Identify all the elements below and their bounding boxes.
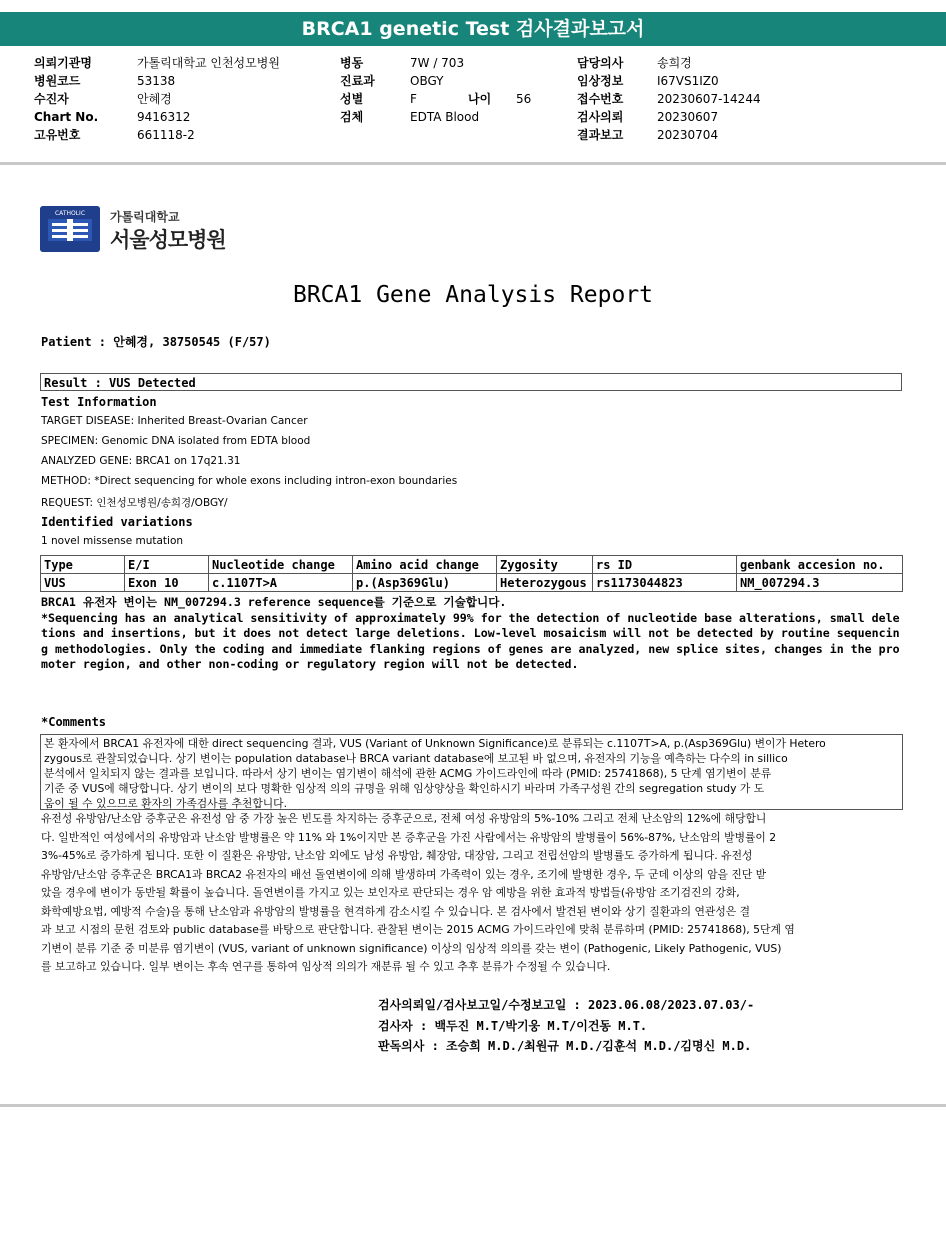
table-header-cell: Nucleotide change	[209, 556, 353, 574]
header-field: 수진자 안혜경	[34, 92, 172, 106]
specimen: SPECIMEN: Genomic DNA isolated from EDTA blood	[41, 435, 311, 447]
svg-text:CATHOLIC: CATHOLIC	[54, 210, 86, 217]
header-field: 고유번호 661118-2	[34, 128, 195, 142]
header-field: 접수번호 20230607-14244	[577, 92, 761, 106]
identified-summary: 1 novel missense mutation	[41, 535, 184, 547]
sensitivity-line: moter region, and other non-coding or regulatory region will not be detected.	[41, 657, 579, 671]
age-label: 나이	[468, 92, 492, 106]
header-col-2	[340, 54, 531, 126]
table-cell: Heterozygous	[497, 574, 593, 592]
table-header-cell: E/I	[125, 556, 209, 574]
readers: 판독의사 : 조승희 M.D./최원규 M.D./김훈석 M.D./김명신 M.D.	[378, 1039, 752, 1053]
footer-divider	[0, 1104, 946, 1107]
header-field: 결과보고 20230704	[577, 128, 719, 142]
header-col-3	[577, 54, 761, 144]
variants-table	[40, 555, 903, 592]
testers: 검사자 : 백두진 M.T/박기웅 M.T/이건동 M.T.	[378, 1019, 648, 1033]
sensitivity-line: g methodologies. Only the coding and immediate flanking regions of genes are analyzed, new splice sites, changes in the pro	[41, 641, 900, 656]
table-header-cell: Amino acid change	[353, 556, 497, 574]
header-field: 병동 7W / 703	[340, 56, 465, 70]
reference-note: BRCA1 유전자 변이는 NM_007294.3 reference sequence를 기준으로 기술합니다.	[41, 595, 507, 609]
hospital-logo	[40, 206, 240, 254]
header-field: 검체 EDTA Blood	[340, 110, 480, 124]
org-name-line1: 가톨릭대학교	[110, 210, 180, 224]
catholic-emblem-icon	[40, 206, 100, 252]
table-header-cell: genbank accesion no.	[737, 556, 903, 574]
comment-line: 움이 될 수 있으므로 환자의 가족검사를 추천합니다.	[44, 797, 288, 810]
analyzed-gene: ANALYZED GENE: BRCA1 on 17q21.31	[41, 455, 241, 467]
comment-line: 기준 중 VUS에 해당합니다. 상기 변이의 보다 명확한 임상적 의의 규명을 위해 임상양상을 확인하시기 바라며 가족구성원 간의 segregation study 가 도	[44, 782, 765, 795]
comment-line: 본 환자에서 BRCA1 유전자에 대한 direct sequencing 결과, VUS (Variant of Unknown Significance)로 분류되는 c.1107T>A, p.(Asp369Glu) 변이가 Hetero	[44, 737, 826, 750]
comment-body-line: 기변이 분류 기준 중 미분류 염기변이 (VUS, variant of unknown significance) 이상의 임상적 의의를 갖는 변이 (Pathogenic, Likely Pathogenic, VUS)	[41, 941, 782, 955]
comment-body-line: 유전성 유방암/난소암 증후군은 유전성 암 중 가장 높은 빈도를 차지하는 증후군으로, 전체 여성 유방암의 5%-10% 그리고 전체 난소암의 12%에 해당합니	[41, 812, 767, 825]
sensitivity-line: tions and insertions, but it does not detect large deletions. Low-level mosaicism will not be detected by routine sequencin	[41, 626, 900, 640]
table-header-cell: Type	[41, 556, 125, 574]
table-cell: VUS	[41, 574, 125, 592]
identified-title: Identified variations	[41, 515, 193, 529]
header-divider	[0, 162, 946, 165]
comments-title: *Comments	[41, 715, 107, 729]
table-header-cell: rs ID	[593, 556, 737, 574]
method-notes	[41, 595, 907, 673]
header-field: 임상정보 I67VS1IZ0	[577, 74, 719, 88]
comment-body-line: 다. 일반적인 여성에서의 유방암과 난소암 발병률은 약 11% 와 1%이지만 본 증후군을 가진 사람에서는 유방암의 발병률이 56%-87%, 난소암의 발병률이 2	[41, 830, 777, 844]
comment-body-line: 를 보고하고 있습니다. 일부 변이는 후속 연구를 통하여 임상적 의의가 재분류 될 수 있고 추후 분류가 수정될 수 있습니다.	[41, 960, 611, 973]
test-info-title: Test Information	[41, 395, 157, 409]
report-title-bar	[0, 12, 946, 46]
comment-body-line: 유방암/난소암 증후군은 BRCA1과 BRCA2 유전자의 배선 돌연변이에 의해 발생하며 가족력이 있는 경우, 조기에 발병한 경우, 두 군데 이상의 암을 진단 받	[41, 867, 767, 881]
report-header-title: BRCA1 genetic Test 검사결과보고서	[301, 18, 645, 40]
table-cell: rs1173044823	[593, 574, 737, 592]
comments-box	[40, 734, 903, 810]
comment-body-line: 았을 경우에 변이가 동반될 확률이 높습니다. 돌연변이를 가지고 있는 보인자로 판단되는 경우 암 예방을 위한 효과적 방법들(유방암 조기검진의 강화,	[41, 886, 740, 899]
header-field: Chart No. 9416312	[34, 110, 191, 124]
header-field: 검사의뢰 20230607	[577, 110, 719, 124]
method: METHOD: *Direct sequencing for whole exons including intron-exon boundaries	[41, 475, 458, 487]
age-value: 56	[516, 92, 532, 106]
request: REQUEST: 인천성모병원/송희경/OBGY/	[41, 497, 228, 509]
comments-body	[41, 810, 905, 977]
header-col-1	[34, 54, 280, 144]
comment-body-line: 3%-45%로 증가하게 됩니다. 또한 이 질환은 유방암, 난소암 외에도 남성 유방암, 췌장암, 대장암, 그리고 전립선암의 발병률도 증가하게 됩니다. 유전성	[41, 849, 753, 862]
table-cell: p.(Asp369Glu)	[353, 574, 497, 592]
table-header-cell: Zygosity	[497, 556, 593, 574]
sensitivity-line: *Sequencing has an analytical sensitivity of approximately 99% for the detection of nucleotide base alterations, small dele	[41, 610, 900, 625]
org-name-line2: 서울성모병원	[110, 228, 226, 252]
table-cell: Exon 10	[125, 574, 209, 592]
header-field: 성별 F 나이 56	[340, 92, 532, 106]
patient-line: Patient : 안혜경, 38750545 (F/57)	[41, 335, 271, 349]
header-field: 담당의사 송희경	[577, 56, 692, 70]
table-header-row	[41, 556, 903, 574]
comment-body-line: 과 보고 시점의 문헌 검토와 public database를 바탕으로 판단합니다. 관찰된 변이는 2015 ACMG 가이드라인에 맞춰 분류하며 (PMID: 25741868), 5단계 염	[41, 923, 795, 936]
comment-body-line: 화학예방요법, 예방적 수술)을 통해 난소암과 유방암의 발병률을 현격하게 감소시킬 수 있습니다. 본 검사에서 발견된 변이와 상기 질환과의 연관성은 결	[41, 904, 751, 918]
table-row	[41, 574, 903, 592]
header-field: 병원코드 53138	[34, 74, 176, 88]
report-title: BRCA1 Gene Analysis Report	[292, 282, 654, 308]
header-field: 진료과 OBGY	[340, 74, 444, 88]
result-box: Result : VUS Detected	[40, 373, 902, 391]
table-cell: c.1107T>A	[209, 574, 353, 592]
target-disease: TARGET DISEASE: Inherited Breast-Ovarian Cancer	[41, 415, 308, 427]
table-cell: NM_007294.3	[737, 574, 903, 592]
header-field: 의뢰기관명 가톨릭대학교 인천성모병원	[34, 56, 280, 70]
comment-line: 분석에서 일치되지 않는 결과를 보입니다. 따라서 상기 변이는 염기변이 해석에 관한 ACMG 가이드라인에 따라 (PMID: 25741868), 5 단계 염기변이 분류	[44, 767, 772, 780]
comment-line: zygous로 관찰되었습니다. 상기 변이는 population database나 BRCA variant database에 보고된 바 없으며, 유전자의 기능을 예측하는 다수의 in sillico	[44, 752, 788, 765]
report-dates: 검사의뢰일/검사보고일/수정보고일 : 2023.06.08/2023.07.03/-	[378, 998, 755, 1012]
